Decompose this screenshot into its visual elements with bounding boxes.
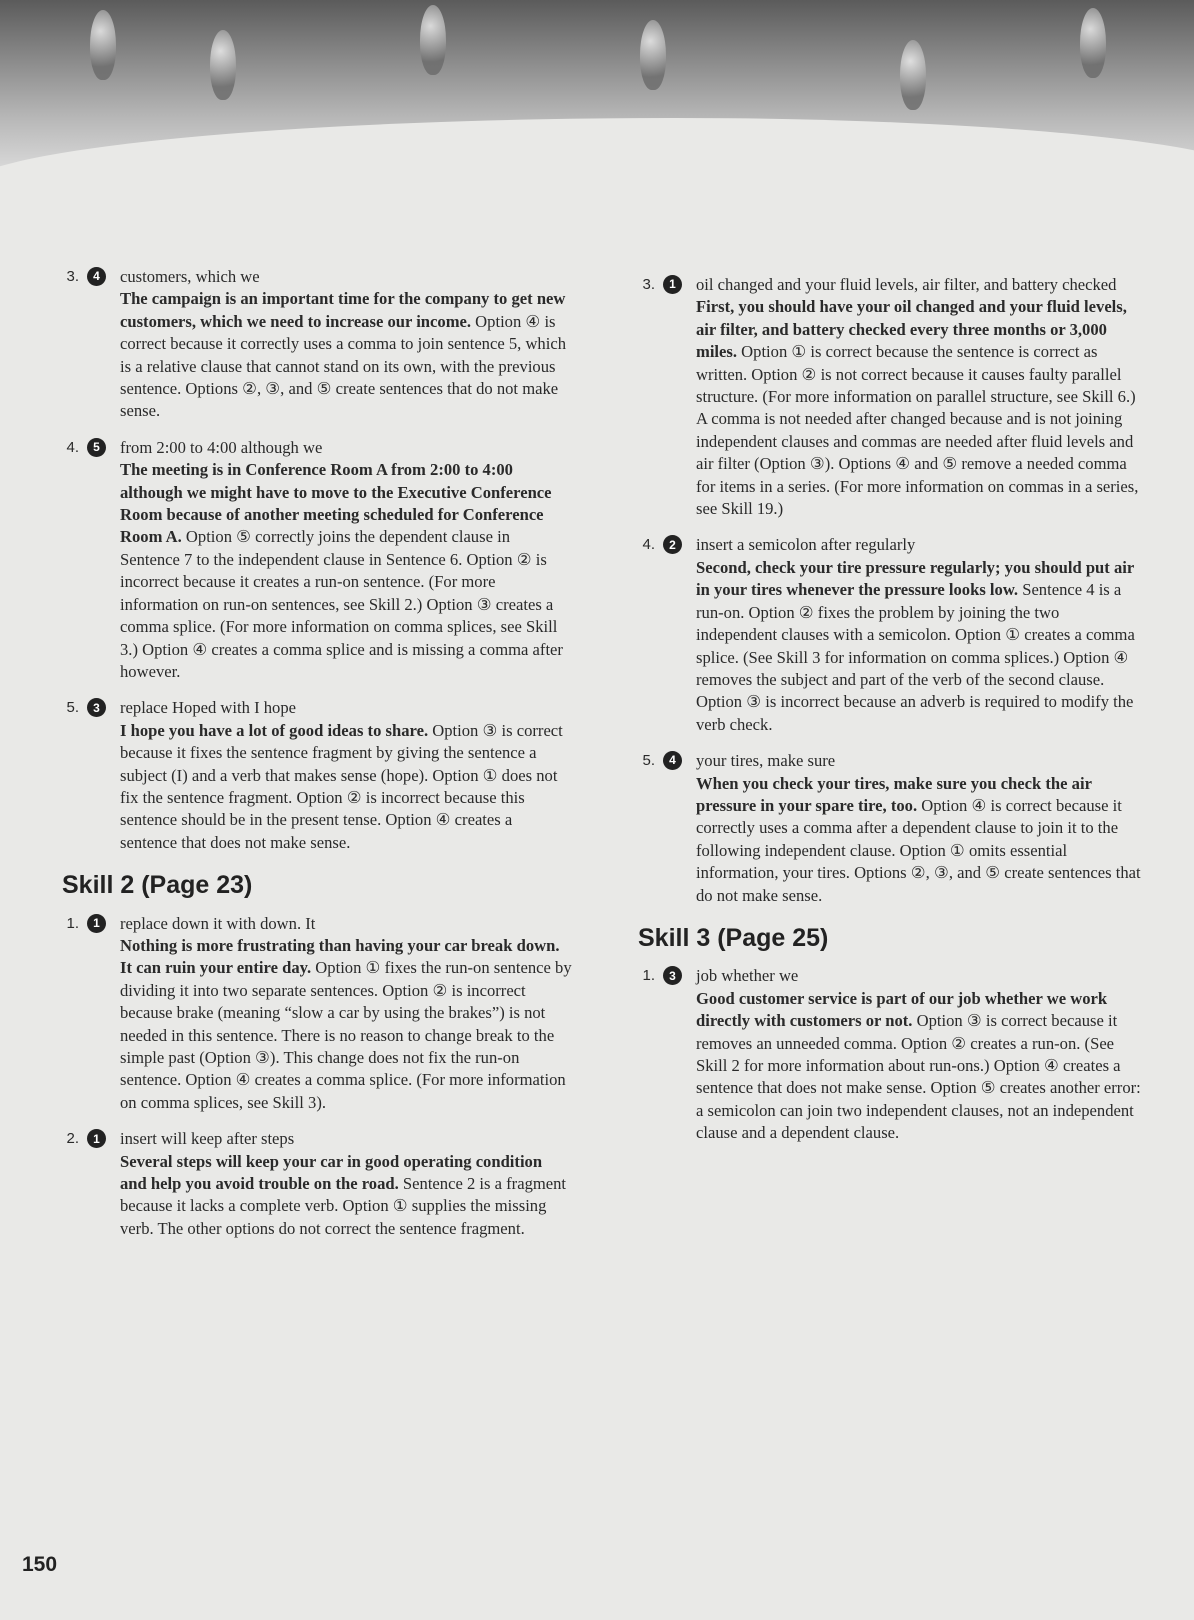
item-number-group bbox=[62, 913, 120, 1115]
item-number: 3. bbox=[642, 276, 655, 293]
explanation: Sentence 2 is a fragment because it lacks a complete verb. Option ① supplies the missing verb. The other options do not correct the sentence fragment. bbox=[120, 1174, 567, 1238]
item-number: 4. bbox=[642, 536, 655, 554]
corrected-sentence: Nothing is more frustrating than having your car break down. It can ruin your entire day. bbox=[120, 935, 560, 978]
answer-choice: oil changed and your fluid levels, air filter, and battery checked bbox=[696, 275, 1117, 294]
answer-item bbox=[638, 274, 1143, 520]
option-badge-icon: 2 bbox=[663, 535, 682, 554]
corrected-sentence: First, you should have your oil changed and your fluid levels, air filter, and battery checked every three months or 3,000 miles. bbox=[696, 297, 1127, 362]
answer-body bbox=[120, 266, 572, 423]
option-badge-icon: 3 bbox=[87, 698, 106, 717]
item-number: 5. bbox=[642, 752, 655, 770]
item-number-group bbox=[62, 697, 120, 854]
item-number: 1. bbox=[642, 967, 655, 985]
answer-body bbox=[120, 437, 572, 683]
answer-item bbox=[62, 697, 572, 854]
left-column bbox=[62, 266, 572, 1254]
section-heading: Skill 2 (Page 23) bbox=[62, 871, 253, 900]
answer-item bbox=[62, 913, 572, 1115]
answer-body bbox=[120, 1128, 572, 1240]
corrected-sentence: The campaign is an important time for the company to get new customers, which we need to increase our income. bbox=[120, 289, 566, 331]
option-badge-icon: 1 bbox=[87, 1129, 106, 1148]
answer-item bbox=[638, 750, 1143, 907]
explanation: Option ① is correct because the sentence is correct as written. Option ② is not correct because it causes faulty parallel structure. (For more information on parallel structure, see Skill 6.) A comma is not needed after changed because and is not joining independent clauses and commas are needed after fluid levels and air filter (Option ③). Options ④ and ⑤ remove a needed comma for items in a series. (For more information on commas in a series, see Skill 19.) bbox=[696, 342, 1139, 519]
answer-choice: customers, which we bbox=[120, 267, 260, 286]
answer-item bbox=[638, 965, 1143, 1144]
item-number: 1. bbox=[66, 914, 79, 932]
corrected-sentence: Good customer service is part of our job whether we work directly with customers or not. bbox=[696, 988, 1108, 1031]
droplet-icon bbox=[90, 10, 116, 80]
item-number-group bbox=[638, 965, 696, 1144]
option-badge-icon: 1 bbox=[87, 914, 106, 933]
answer-body bbox=[696, 965, 1143, 1144]
answer-body bbox=[696, 750, 1143, 907]
explanation: Option ④ is correct because it correctly uses a comma after a dependent clause to join it to the following independent clause. Option ① omits essential information, your tires. Options ②, ③, and ⑤ create sentences that do not make sense. bbox=[696, 795, 1141, 905]
item-number-group bbox=[62, 1128, 120, 1240]
explanation: Option ⑤ correctly joins the dependent clause in Sentence 7 to the independent clause in Sentence 6. Option ② is incorrect because it creates a run-on sentence. (For more information on run-on sentences, see Skill 2.) Option ③ creates a comma splice. (For more information on comma splices, see Skill 3.) Option ④ creates a comma splice and is missing a comma after however. bbox=[120, 527, 563, 681]
corrected-sentence: Second, check your tire pressure regularly; you should put air in your tires whenever the pressure looks low. bbox=[696, 557, 1134, 600]
item-number: 2. bbox=[66, 1130, 79, 1148]
answer-item bbox=[62, 1128, 572, 1240]
droplet-icon bbox=[900, 40, 926, 110]
corrected-sentence: When you check your tires, make sure you check the air pressure in your spare tire, too. bbox=[696, 773, 1092, 815]
item-number-group bbox=[638, 274, 696, 520]
item-number-group bbox=[638, 750, 696, 907]
answer-item bbox=[62, 437, 572, 683]
answer-body bbox=[120, 697, 572, 854]
answer-choice: job whether we bbox=[696, 966, 799, 986]
answer-body bbox=[120, 913, 572, 1115]
answer-choice: insert a semicolon after regularly bbox=[696, 535, 916, 555]
droplet-icon bbox=[420, 5, 446, 75]
item-number: 4. bbox=[66, 438, 79, 456]
option-badge-icon: 4 bbox=[663, 751, 682, 770]
explanation: Option ③ is correct because it fixes the sentence fragment by giving the sentence a subject (I) and a verb that makes sense (hope). Option ① does not fix the sentence fragment. Option ② is incorrect because this sentence should be in the present tense. Option ④ creates a sentence that does not make sense. bbox=[120, 720, 563, 852]
corrected-sentence: Several steps will keep your car in good operating condition and help you avoid trouble on the road. bbox=[120, 1151, 543, 1194]
section-heading: Skill 3 (Page 25) bbox=[638, 923, 829, 952]
header-banner bbox=[0, 0, 1194, 170]
answer-choice: replace Hoped with I hope bbox=[120, 698, 297, 718]
explanation: Option ④ is correct because it correctly uses a comma to join sentence 5, which is a relative clause that cannot stand on its own, with the previous sentence. Options ②, ③, and ⑤ create sentences that do not make sense. bbox=[120, 311, 567, 421]
banner-wave bbox=[0, 118, 1194, 170]
droplet-icon bbox=[210, 30, 236, 100]
option-badge-icon: 4 bbox=[87, 267, 106, 286]
answer-item bbox=[638, 534, 1143, 736]
answer-body bbox=[696, 274, 1143, 520]
answer-item bbox=[62, 266, 572, 423]
explanation: Option ① fixes the run-on sentence by dividing it into two separate sentences. Option ② is incorrect because brake (meaning “slow a car by using the brakes”) is not needed in this sentence. There is no reason to change break to the simple past (Option ③). This change does not fix the run-on sentence. Option ④ creates a comma splice. (For more information on comma splices, see Skill 3). bbox=[120, 958, 572, 1112]
item-number-group bbox=[62, 266, 120, 423]
item-number: 3. bbox=[66, 268, 79, 285]
right-column bbox=[638, 274, 1143, 1159]
droplet-icon bbox=[640, 20, 666, 90]
corrected-sentence: I hope you have a lot of good ideas to share. bbox=[120, 720, 429, 740]
page-number: 150 bbox=[22, 1553, 58, 1576]
explanation: Sentence 4 is a run-on. Option ② fixes the problem by joining the two independent clauses with a semicolon. Option ① creates a comma splice. (See Skill 3 for information on comma splices.) Option ④ removes the subject and part of the verb of the second clause. Option ③ is incorrect because an adverb is required to modify the verb check. bbox=[696, 580, 1135, 734]
option-badge-icon: 1 bbox=[663, 275, 682, 294]
option-badge-icon: 3 bbox=[663, 966, 682, 985]
item-number-group bbox=[62, 437, 120, 683]
answer-choice: from 2:00 to 4:00 although we bbox=[120, 437, 323, 457]
answer-choice: your tires, make sure bbox=[696, 751, 836, 771]
item-number-group bbox=[638, 534, 696, 736]
answer-choice: insert will keep after steps bbox=[120, 1129, 295, 1149]
option-badge-icon: 5 bbox=[87, 438, 106, 457]
explanation: Option ③ is correct because it removes an unneeded comma. Option ② creates a run-on. (See Skill 2 for more information about run-ons.) Option ④ creates a sentence that does not make sense. Option ⑤ creates another error: a semicolon can join two independent clauses, not an independent clause and a dependent clause. bbox=[696, 1011, 1141, 1143]
droplet-icon bbox=[1080, 8, 1106, 78]
answer-body bbox=[696, 534, 1143, 736]
item-number: 5. bbox=[66, 699, 79, 717]
corrected-sentence: The meeting is in Conference Room A from 2:00 to 4:00 although we might have to move to the Executive Conference Room because of another meeting scheduled for Conference Room A. bbox=[120, 460, 552, 547]
answer-choice: replace down it with down. It bbox=[120, 913, 316, 933]
